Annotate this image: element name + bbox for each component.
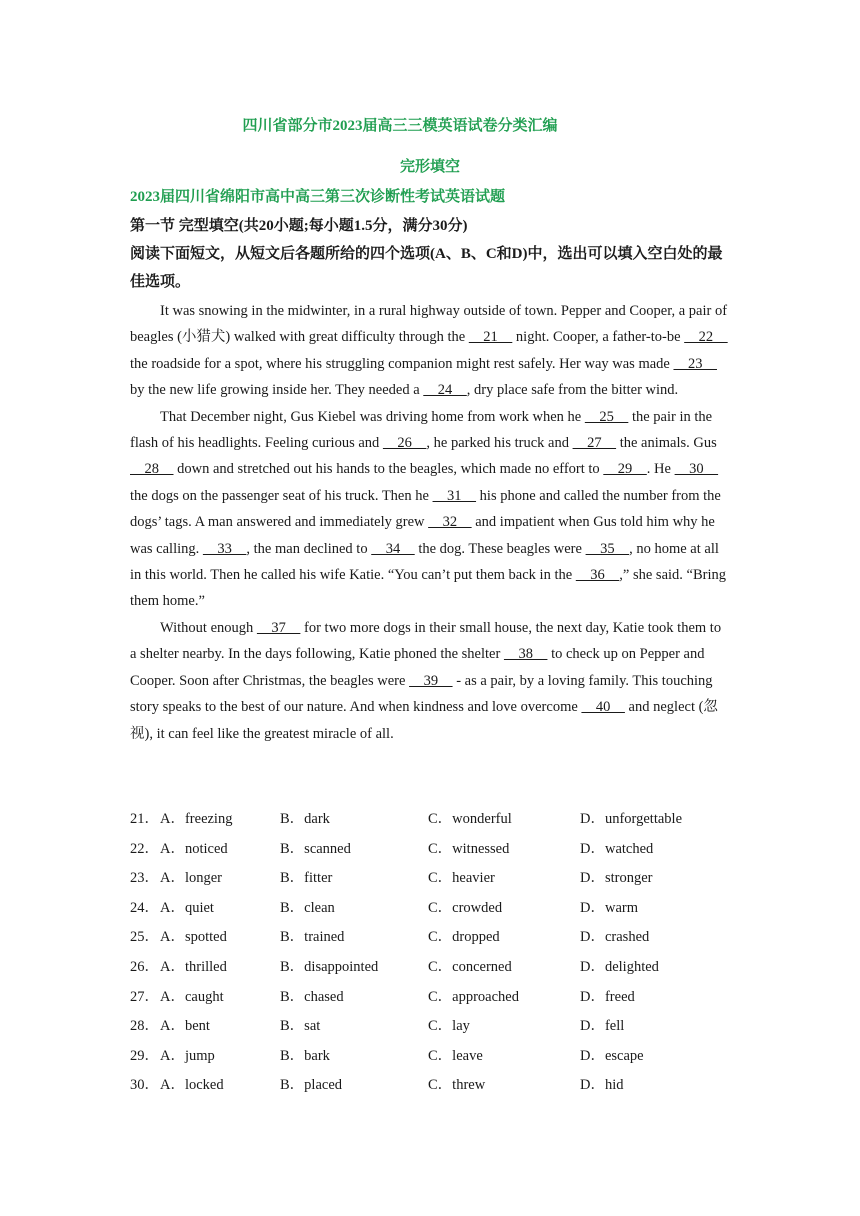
option-a: A．freezing (160, 811, 233, 828)
passage-text: for two more dogs in their small house, the next day, Katie took them to a shelter nearby. In the days following, Katie phoned the shelter (130, 619, 722, 663)
option-c: C．heavier (428, 870, 495, 887)
question-number: 23． (130, 870, 159, 887)
exam-title: 2023届四川省绵阳市高中高三第三次诊断性考试英语试题 (130, 189, 506, 205)
option-c: C．approached (428, 988, 519, 1005)
question-row (130, 1069, 750, 1099)
question-number: 27． (130, 988, 159, 1005)
passage-text: That December night, Gus Kiebel was driving home from work when he (160, 408, 585, 425)
option-b: B．placed (280, 1077, 343, 1094)
passage-text: and impatient when Gus told him why he was calling. (130, 514, 715, 557)
option-a: A．spotted (160, 929, 227, 946)
option-a: A．longer (160, 870, 223, 887)
category-title: 完形填空 (399, 159, 460, 175)
blank-24: 24 (423, 382, 467, 399)
option-b: B．fitter (280, 870, 333, 887)
question-list (130, 803, 750, 1098)
blank-38: 38 (503, 646, 548, 663)
option-c: C．crowded (428, 899, 503, 916)
option-a: A．quiet (160, 899, 214, 916)
passage-text: the roadside for a spot, where his struggling companion might rest safely. Her way was made (130, 355, 674, 372)
passage-text: ,” she said. “Bring them home.” (130, 567, 727, 610)
blank-23: 23 (673, 355, 717, 372)
option-b: B．clean (280, 899, 335, 916)
blank-30: 30 (674, 461, 719, 478)
passage-text: , dry place safe from the bitter wind. (466, 382, 679, 399)
option-a: A．caught (160, 988, 224, 1005)
passage-text: down and stretched out his hands to the beagles, which made no effort to (173, 461, 604, 478)
option-c: C．leave (428, 1047, 483, 1064)
question-row (130, 892, 750, 922)
question-row (130, 1039, 750, 1069)
blank-36: 36 (575, 567, 620, 584)
passage-text: and neglect (忽视), it can feel like the greatest miracle of all. (130, 699, 718, 742)
passage-text: It was snowing in the midwinter, in a rural highway outside of town. Pepper and Cooper, a pair of beagles (小猎犬) walked with great difficulty through the (130, 303, 728, 346)
question-row (130, 951, 750, 981)
blank-39: 39 (409, 672, 453, 689)
option-b: B．dark (280, 811, 330, 828)
option-c: C．dropped (428, 929, 500, 946)
option-d: D．crashed (580, 929, 650, 946)
option-d: D．escape (580, 1047, 644, 1064)
question-number: 24． (130, 899, 159, 916)
question-number: 28． (130, 1018, 159, 1035)
blank-40: 40 (581, 699, 625, 716)
option-d: D．hid (580, 1077, 624, 1094)
blank-28: 28 (130, 461, 174, 478)
blank-21: 21 (468, 329, 513, 346)
document-title: 四川省部分市2023届高三三模英语试卷分类汇编 (242, 118, 558, 134)
option-a: A．bent (160, 1018, 210, 1035)
option-d: D．warm (580, 899, 638, 916)
option-a: A．thrilled (160, 959, 227, 975)
passage-paragraph-1 (130, 298, 730, 404)
blank-29: 29 (603, 461, 647, 478)
blank-34: 34 (371, 540, 415, 557)
option-d: D．unforgettable (580, 811, 683, 828)
question-number: 29． (130, 1047, 159, 1064)
option-b: B．chased (280, 988, 344, 1005)
passage-text: , he parked his truck and (426, 435, 573, 452)
passage-text: to check up on Pepper and Cooper. Soon after Christmas, the beagles were (130, 646, 705, 689)
option-c: C．concerned (428, 959, 512, 975)
blank-26: 26 (382, 435, 427, 452)
option-d: D．delighted (580, 959, 659, 975)
blank-32: 32 (428, 514, 472, 531)
option-d: D．stronger (580, 870, 653, 887)
passage-text: the pair in the flash of his headlights. Feeling curious and (130, 408, 713, 452)
section-heading: 第一节 完型填空(共20小题;每小题1.5分，满分30分) (130, 218, 468, 234)
passage-text: the dog. These beagles were (414, 540, 586, 557)
passage (130, 298, 730, 747)
blank-33: 33 (202, 540, 247, 557)
question-number: 30． (130, 1077, 159, 1094)
blank-27: 27 (572, 435, 617, 452)
question-row (130, 980, 750, 1010)
passage-text: his phone and called the number from the dogs’ tags. A man answered and immediately grew (130, 487, 721, 531)
passage-text: night. Cooper, a father-to-be (512, 329, 685, 346)
option-d: D．freed (580, 988, 635, 1005)
passage-text: by the new life growing inside her. They needed a (130, 382, 424, 399)
instruction-text: 阅读下面短文，从短文后各题所给的四个选项(A、B、C和D)中，选出可以填入空白处的最佳选项。 (130, 246, 723, 290)
question-number: 21． (130, 811, 159, 828)
option-b: B．scanned (280, 840, 351, 857)
passage-text: , the man declined to (246, 540, 372, 557)
option-a: A．jump (160, 1047, 215, 1064)
passage-text: - as a pair, by a loving family. This touching story speaks to the best of our nature. And when kindness and love overcome (130, 672, 713, 716)
passage-text: , no home at all in this world. Then he called his wife Katie. “You can’t put them back in the (130, 540, 719, 584)
passage-paragraph-2 (130, 404, 730, 615)
option-c: C．wonderful (428, 811, 512, 828)
option-a: A．locked (160, 1077, 224, 1094)
question-number: 25． (130, 929, 159, 946)
question-row (130, 862, 750, 892)
option-c: C．lay (428, 1018, 470, 1035)
blank-35: 35 (585, 540, 630, 557)
question-row (130, 803, 750, 833)
passage-text: the animals. Gus (616, 435, 717, 452)
question-row (130, 833, 750, 863)
option-d: D．fell (580, 1018, 625, 1035)
question-number: 26． (130, 959, 159, 975)
option-a: A．noticed (160, 840, 228, 857)
option-b: B．disappointed (280, 959, 379, 975)
blank-22: 22 (684, 329, 728, 346)
blank-37: 37 (256, 619, 301, 636)
option-b: B．trained (280, 929, 345, 946)
option-d: D．watched (580, 840, 654, 857)
blank-31: 31 (432, 487, 477, 504)
passage-text: the dogs on the passenger seat of his truck. Then he (130, 487, 433, 504)
question-row (130, 921, 750, 951)
option-c: C．witnessed (428, 840, 510, 857)
option-b: B．bark (280, 1047, 330, 1064)
passage-paragraph-3 (130, 615, 730, 747)
passage-text: Without enough (160, 619, 257, 636)
question-number: 22． (130, 840, 159, 857)
question-row (130, 1010, 750, 1040)
passage-text: . He (646, 461, 675, 478)
option-c: C．threw (428, 1077, 486, 1094)
option-b: B．sat (280, 1018, 321, 1035)
blank-25: 25 (584, 408, 629, 425)
